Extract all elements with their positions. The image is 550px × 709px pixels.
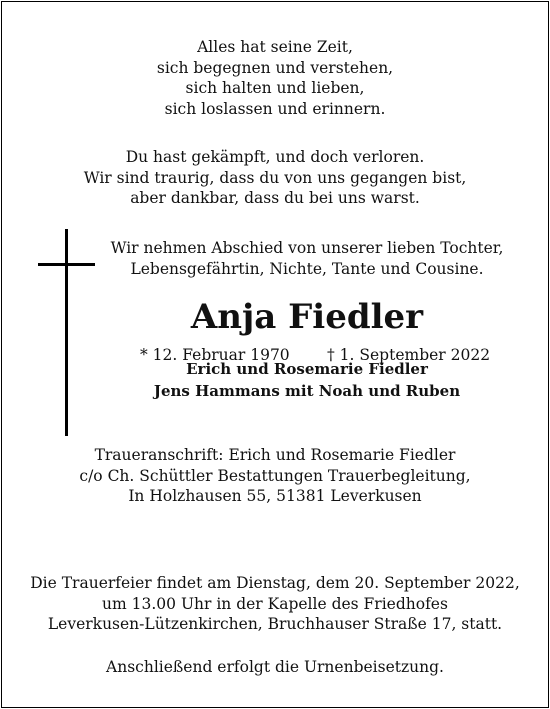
- address-line: In Holzhausen 55, 51381 Leverkusen: [128, 487, 422, 505]
- poem-line: Alles hat seine Zeit,: [197, 38, 353, 56]
- poem-line: Wir sind traurig, dass du von uns gegangen bist,: [83, 168, 467, 187]
- urn-burial-note: [2, 657, 548, 678]
- ceremony-line: Leverkusen-Lützenkirchen, Bruchhauser Straße 17, statt.: [47, 615, 503, 633]
- address-line: Traueranschrift: Erich und Rosemarie Fiedler: [94, 446, 456, 464]
- farewell-text: [62, 238, 550, 279]
- poem-stanza-1: [2, 37, 548, 119]
- poem-stanza-2: [2, 147, 548, 209]
- poem-line: sich halten und lieben,: [185, 79, 365, 97]
- obituary-notice: [1, 1, 549, 708]
- poem-line: sich begegnen und verstehen,: [156, 58, 394, 77]
- family-line: Erich und Rosemarie Fiedler: [186, 360, 428, 378]
- poem-line: aber dankbar, dass du bei uns warst.: [130, 189, 420, 207]
- deceased-name: Anja Fiedler: [190, 297, 424, 337]
- poem-line: Du hast gekämpft, und doch verloren.: [125, 148, 425, 166]
- ceremony-line: Die Trauerfeier findet am Dienstag, dem 20. September 2022,: [30, 574, 520, 592]
- funeral-ceremony-info: [2, 573, 548, 635]
- mourning-address: [2, 445, 548, 507]
- farewell-line: Lebensgefährtin, Nichte, Tante und Cousine.: [130, 259, 484, 278]
- closing-line: Anschließend erfolgt die Urnenbeisetzung.: [106, 658, 444, 676]
- birth-date: * 12. Februar 1970: [140, 346, 290, 364]
- address-line: c/o Ch. Schüttler Bestattungen Trauerbegleitung,: [79, 466, 471, 485]
- family-line: Jens Hammans mit Noah und Ruben: [153, 382, 461, 400]
- family-signatures: [62, 358, 550, 402]
- poem-line: sich loslassen und erinnern.: [164, 99, 386, 118]
- farewell-line: Wir nehmen Abschied von unserer lieben Tochter,: [110, 239, 504, 257]
- ceremony-line: um 13.00 Uhr in der Kapelle des Friedhofes: [102, 594, 448, 613]
- death-date: † 1. September 2022: [327, 346, 491, 364]
